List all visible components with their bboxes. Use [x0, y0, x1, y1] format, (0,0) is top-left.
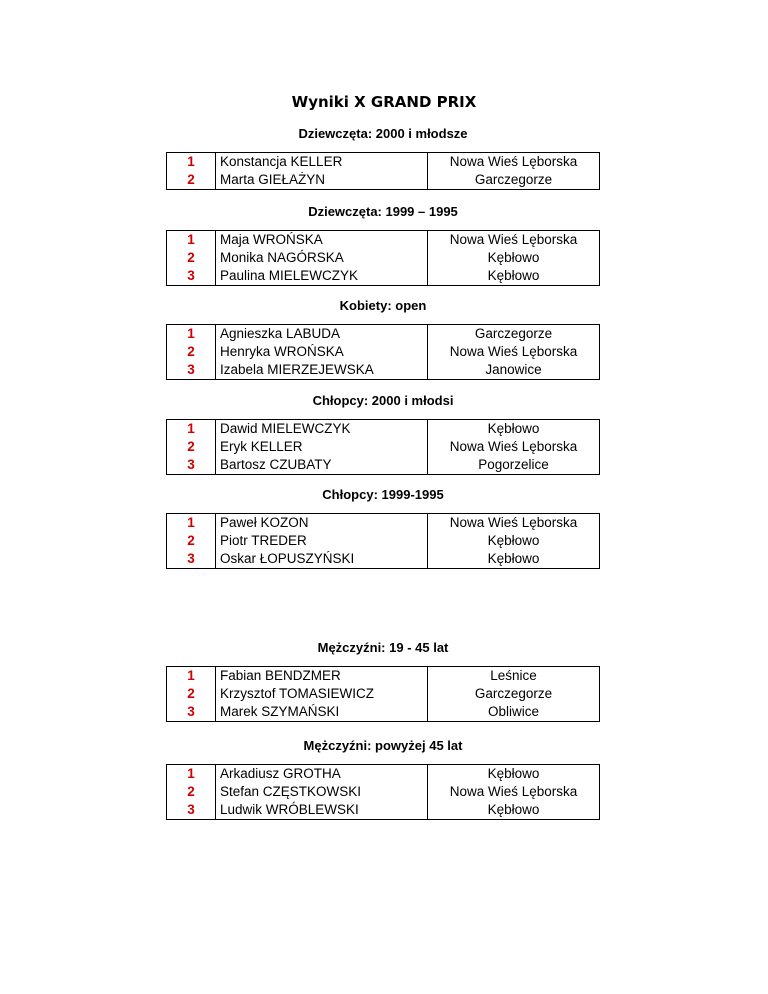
- section-heading: Kobiety: open: [339, 298, 427, 313]
- name-cell: Paweł KOZON: [216, 514, 428, 533]
- town-cell: Janowice: [428, 361, 600, 380]
- town-cell: Leśnice: [428, 667, 600, 686]
- section-boys-2000: [166, 392, 600, 475]
- town-cell: Garczegorze: [428, 325, 600, 344]
- table-row: [167, 438, 600, 456]
- section-girls-2000: [166, 125, 600, 190]
- results-table: [166, 513, 600, 569]
- town-cell: Kębłowo: [428, 801, 600, 820]
- table-row: [167, 361, 600, 380]
- section-women-open: [166, 297, 600, 380]
- name-cell: Konstancja KELLER: [216, 153, 428, 172]
- place-cell: 3: [167, 267, 216, 286]
- results-table: [166, 152, 600, 190]
- results-table: [166, 666, 600, 722]
- town-cell: Kębłowo: [428, 765, 600, 784]
- name-cell: Stefan CZĘSTKOWSKI: [216, 783, 428, 801]
- name-cell: Marta GIEŁAŻYN: [216, 171, 428, 190]
- name-cell: Izabela MIERZEJEWSKA: [216, 361, 428, 380]
- place-cell: 2: [167, 532, 216, 550]
- name-cell: Eryk KELLER: [216, 438, 428, 456]
- place-cell: 1: [167, 153, 216, 172]
- table-row: [167, 343, 600, 361]
- town-cell: Kębłowo: [428, 249, 600, 267]
- table-row: [167, 456, 600, 475]
- place-cell: 2: [167, 783, 216, 801]
- place-cell: 1: [167, 420, 216, 439]
- name-cell: Arkadiusz GROTHA: [216, 765, 428, 784]
- results-table: [166, 764, 600, 820]
- town-cell: Nowa Wieś Lęborska: [428, 514, 600, 533]
- place-cell: 1: [167, 667, 216, 686]
- results-table: [166, 324, 600, 380]
- section-girls-1999-1995: [166, 203, 600, 286]
- name-cell: Fabian BENDZMER: [216, 667, 428, 686]
- town-cell: Obliwice: [428, 703, 600, 722]
- town-cell: Nowa Wieś Lęborska: [428, 783, 600, 801]
- place-cell: 2: [167, 438, 216, 456]
- name-cell: Maja WROŃSKA: [216, 231, 428, 250]
- place-cell: 3: [167, 801, 216, 820]
- table-row: [167, 703, 600, 722]
- town-cell: Kębłowo: [428, 550, 600, 569]
- town-cell: Pogorzelice: [428, 456, 600, 475]
- table-row: [167, 667, 600, 686]
- name-cell: Piotr TREDER: [216, 532, 428, 550]
- name-cell: Marek SZYMAŃSKI: [216, 703, 428, 722]
- name-cell: Oskar ŁOPUSZYŃSKI: [216, 550, 428, 569]
- table-row: [167, 685, 600, 703]
- table-row: [167, 514, 600, 533]
- table-row: [167, 249, 600, 267]
- section-heading: Dziewczęta: 1999 – 1995: [308, 204, 458, 219]
- place-cell: 3: [167, 703, 216, 722]
- name-cell: Paulina MIELEWCZYK: [216, 267, 428, 286]
- place-cell: 1: [167, 765, 216, 784]
- town-cell: Kębłowo: [428, 420, 600, 439]
- name-cell: Ludwik WRÓBLEWSKI: [216, 801, 428, 820]
- section-men-19-45: [166, 639, 600, 722]
- place-cell: 2: [167, 685, 216, 703]
- table-row: [167, 765, 600, 784]
- name-cell: Monika NAGÓRSKA: [216, 249, 428, 267]
- place-cell: 1: [167, 514, 216, 533]
- place-cell: 2: [167, 343, 216, 361]
- name-cell: Agnieszka LABUDA: [216, 325, 428, 344]
- table-row: [167, 267, 600, 286]
- table-row: [167, 171, 600, 190]
- name-cell: Dawid MIELEWCZYK: [216, 420, 428, 439]
- town-cell: Nowa Wieś Lęborska: [428, 153, 600, 172]
- table-row: [167, 801, 600, 820]
- place-cell: 3: [167, 361, 216, 380]
- section-men-over-45: [166, 737, 600, 820]
- section-heading: Chłopcy: 2000 i młodsi: [312, 393, 454, 408]
- place-cell: 3: [167, 456, 216, 475]
- place-cell: 1: [167, 231, 216, 250]
- town-cell: Kębłowo: [428, 532, 600, 550]
- table-row: [167, 783, 600, 801]
- table-row: [167, 153, 600, 172]
- name-cell: Bartosz CZUBATY: [216, 456, 428, 475]
- place-cell: 3: [167, 550, 216, 569]
- place-cell: 2: [167, 171, 216, 190]
- table-row: [167, 325, 600, 344]
- table-row: [167, 420, 600, 439]
- results-table: [166, 230, 600, 286]
- name-cell: Henryka WROŃSKA: [216, 343, 428, 361]
- place-cell: 1: [167, 325, 216, 344]
- section-heading: Mężczyźni: 19 - 45 lat: [317, 640, 449, 655]
- town-cell: Nowa Wieś Lęborska: [428, 231, 600, 250]
- town-cell: Garczegorze: [428, 685, 600, 703]
- town-cell: Nowa Wieś Lęborska: [428, 438, 600, 456]
- place-cell: 2: [167, 249, 216, 267]
- town-cell: Kębłowo: [428, 267, 600, 286]
- table-row: [167, 532, 600, 550]
- table-row: [167, 231, 600, 250]
- section-heading: Chłopcy: 1999-1995: [322, 487, 444, 502]
- name-cell: Krzysztof TOMASIEWICZ: [216, 685, 428, 703]
- town-cell: Garczegorze: [428, 171, 600, 190]
- section-heading: Dziewczęta: 2000 i młodsze: [298, 126, 468, 141]
- town-cell: Nowa Wieś Lęborska: [428, 343, 600, 361]
- page-title: Wyniki X GRAND PRIX: [291, 93, 477, 111]
- table-row: [167, 550, 600, 569]
- results-table: [166, 419, 600, 475]
- section-heading: Mężczyźni: powyżej 45 lat: [303, 738, 463, 753]
- section-boys-1999-1995: [166, 486, 600, 569]
